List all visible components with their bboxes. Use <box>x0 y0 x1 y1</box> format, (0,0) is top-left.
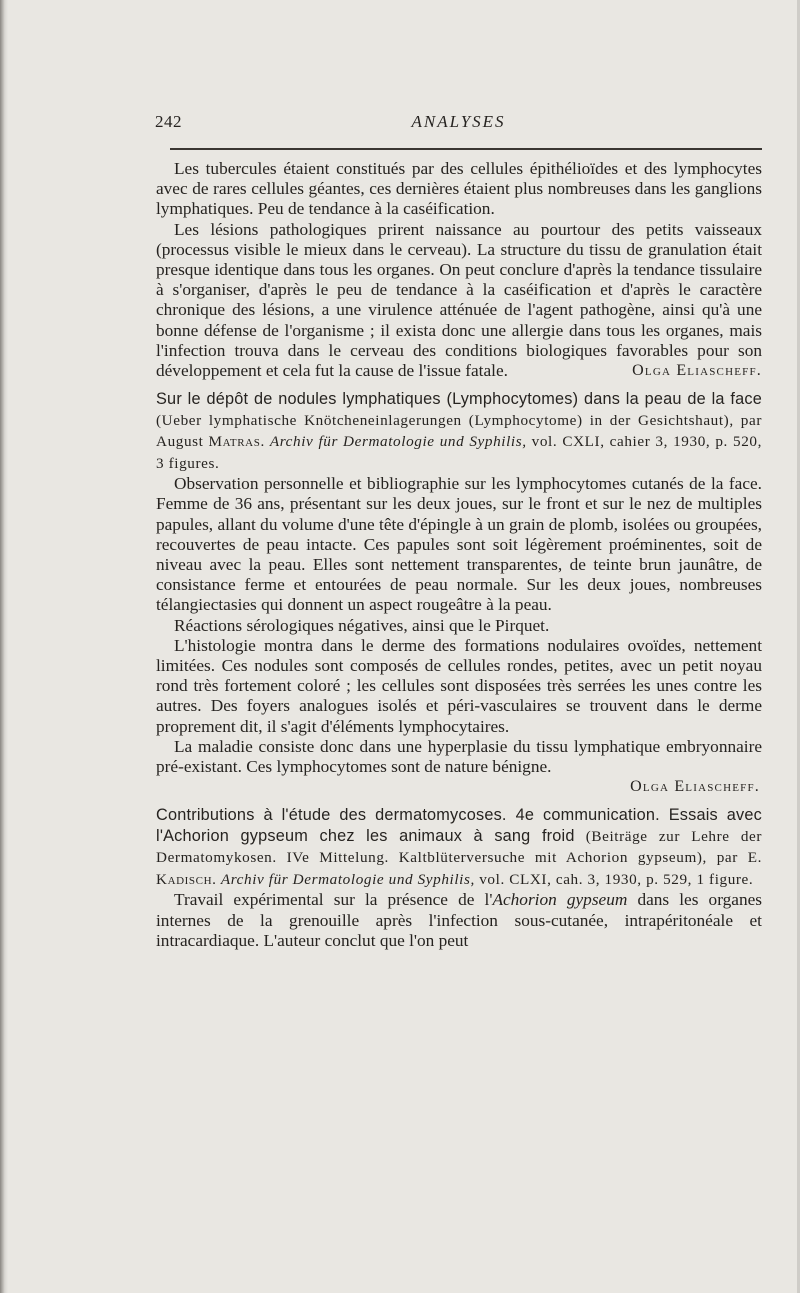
body-paragraph: La maladie consiste donc dans une hyperplasie du tissu lymphatique embryonnaire pré-existant. Ces lymphocytomes sont de nature bénigne. <box>156 736 762 777</box>
author-signature: Olga Eliascheff. <box>632 362 762 380</box>
review-entry <box>156 389 762 797</box>
page-header <box>155 112 762 140</box>
page-body <box>156 159 762 951</box>
body-paragraph: Observation personnelle et bibliographie sur les lymphocytomes cutanés de la face. Femme de 36 ans, présentant sur les deux joues, sur le front et sur le nez de multiples papules, allant du volume d'une tête d'épingle à un grain de plomb, isolées ou groupées, recouvertes de peau intacte. Ces papules sont soit légèrement proéminentes, soit de niveau avec la peau. Elles sont nettement transparentes, de teinte brun jaunâtre, de consistance ferme et entourées de peau normale. Sur les deux joues, nombreuses télangiectasies qui donnent un aspect rougeâtre à la peau. <box>156 474 762 615</box>
entry-reference: (Ueber lymphatische Knötcheneinlagerungen (Lymphocytome) in der Gesichtshaut), par August <box>156 411 762 451</box>
entry-author: Matras. <box>208 433 265 451</box>
header-rule <box>170 148 762 150</box>
entry-title: Contributions à l'étude des dermatomycoses. 4e communication. Essais avec l'Achorion gypseum chez les animaux à sang froid <box>156 806 762 845</box>
entry-citation: vol. CLXI, cah. 3, 1930, p. 529, 1 figure. <box>479 870 754 888</box>
entry-citation: vol. CXLI, cahier 3, 1930, p. 520, 3 figures. <box>156 433 763 472</box>
review-entry <box>156 805 762 951</box>
page-edge-shadow <box>0 0 8 1293</box>
author-signature: Olga Eliascheff. <box>630 778 760 796</box>
entry-journal: Archiv für Dermatologie und Syphilis, <box>269 433 527 451</box>
organism-name: Achorion gypseum <box>492 890 628 910</box>
body-paragraph <box>156 890 762 951</box>
body-paragraph: Réactions sérologiques négatives, ainsi que le Pirquet. <box>174 615 550 635</box>
entry-reference: (Beiträge zur Lehre der Dermatomykosen. IVe Mittelung. Kaltblüterversuche mit Achorion gypseum), par E. <box>156 827 763 867</box>
entry-heading <box>156 389 762 474</box>
body-paragraph-text: Les lésions pathologiques prirent naissance au pourtour des petits vaisseaux (processus visible le mieux dans le cerveau). La structure du tissu de granulation était presque identique dans tous les organes. On peut conclure d'après la tendance tissulaire à s'organiser, d'après le peu de tendance à la caséification et d'après le caractère chronique des lésions, a une virulence atténuée de l'agent pathogène, ainsi qu'à une bonne défense de l'organisme ; il exista donc une allergie dans tous les organes, mais l'infection trouva dans le cerveau des conditions biologiques favorables pour son développement et cela fut la cause de l'issue fatale. <box>156 219 762 381</box>
entry-heading <box>156 805 762 890</box>
body-paragraph: L'histologie montra dans le derme des formations nodulaires ovoïdes, nettement limitées. Ces nodules sont composés de cellules rondes, petites, avec un petit noyau rond très fortement coloré ; les cellules sont disposées très serrées les unes contre les autres. Des foyers analogues isolés et péri-vasculaires se trouvent dans le derme proprement dit, il s'agit d'éléments lymphocytaires. <box>156 635 762 736</box>
body-paragraph: Les tubercules étaient constitués par des cellules épithélioïdes et des lymphocytes avec de rares cellules géantes, ces dernières étaient plus nombreuses dans les ganglions lymphatiques. Peu de tendance à la caséification. <box>156 159 762 219</box>
body-paragraph <box>156 220 762 382</box>
entry-title: Sur le dépôt de nodules lymphatiques (Lymphocytomes) dans la peau de la face <box>156 390 762 409</box>
entry-journal: Archiv für Dermatologie und Syphilis, <box>220 870 475 888</box>
running-title: ANALYSES <box>411 112 506 131</box>
entry-author: Kadisch. <box>156 870 217 888</box>
body-text: dans les organes internes de la grenouille après l'infection sous-cutanée, intrapéritonéale et intracardiaque. L'auteur conclut que l'on peut <box>156 890 762 950</box>
body-text: Travail expérimental sur la présence de l' <box>174 890 493 910</box>
page-number: 242 <box>155 112 182 131</box>
